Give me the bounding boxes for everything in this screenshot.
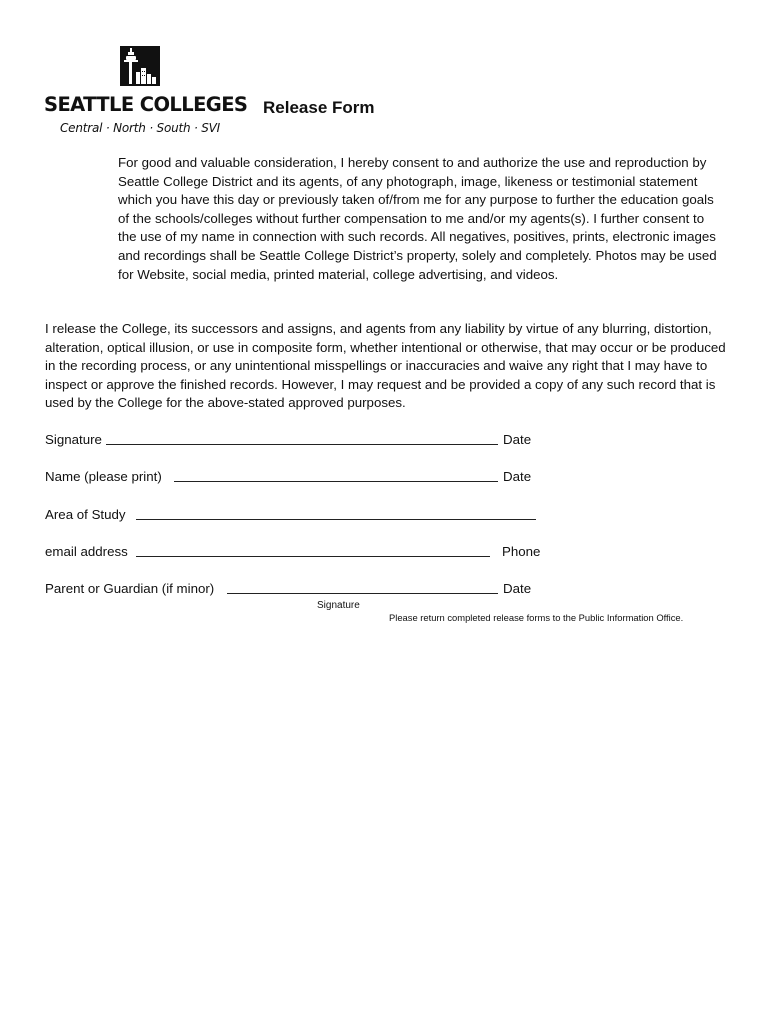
guardian-label: Parent or Guardian (if minor): [45, 581, 215, 596]
email-line[interactable]: [136, 556, 490, 557]
area-of-study-line[interactable]: [136, 519, 536, 520]
consent-paragraph: For good and valuable consideration, I hereby consent to and authorize the use and reproduction by Seattle College District and its agents, of any photograph, image, likeness or testimonial statement which you have this day or previously taken of/from me for any purpose to further the education goals of the schools/colleges without further compensation to me and/or my agents(s). I further consent to the use of my name in connection with such records. All negatives, positives, prints, electronic images and recordings shall be Seattle College District’s property, solely and completely. Photos may be used for Website, social media, printed material, college advertising, and videos.: [118, 155, 717, 282]
name-label: Name (please print): [45, 469, 162, 484]
page-title: Release Form: [263, 98, 375, 117]
release-paragraph: I release the College, its successors and assigns, and agents from any liability by virtue of any blurring, distortion, alteration, optical illusion, or use in composite form, whether intentional or otherwise, that may occur or be produced in the recording process, or any unintentional misspellings or inaccuracies and waive any right that I may have to inspect or approve the finished records. However, I may request and be provided a copy of any such record that is used by the College for the above-stated approved purposes.: [45, 321, 726, 411]
guardian-signature-line[interactable]: [227, 593, 498, 594]
signature-date-label: Date: [503, 432, 532, 447]
phone-label: Phone: [502, 544, 541, 559]
area-of-study-label: Area of Study: [45, 507, 126, 522]
guardian-date-label: Date: [503, 581, 532, 596]
guardian-signature-caption: Signature: [317, 600, 360, 611]
seattle-colleges-logo-icon: [120, 46, 160, 86]
email-label: email address: [45, 544, 128, 559]
name-line[interactable]: [174, 481, 498, 482]
signature-label: Signature: [45, 432, 102, 447]
return-note: Please return completed release forms to the Public Information Office.: [389, 612, 684, 623]
signature-line[interactable]: [106, 444, 498, 445]
name-date-label: Date: [503, 469, 532, 484]
logo-name: SEATTLE COLLEGES: [44, 93, 248, 116]
logo-campuses: Central · North · South · SVI: [60, 121, 221, 135]
